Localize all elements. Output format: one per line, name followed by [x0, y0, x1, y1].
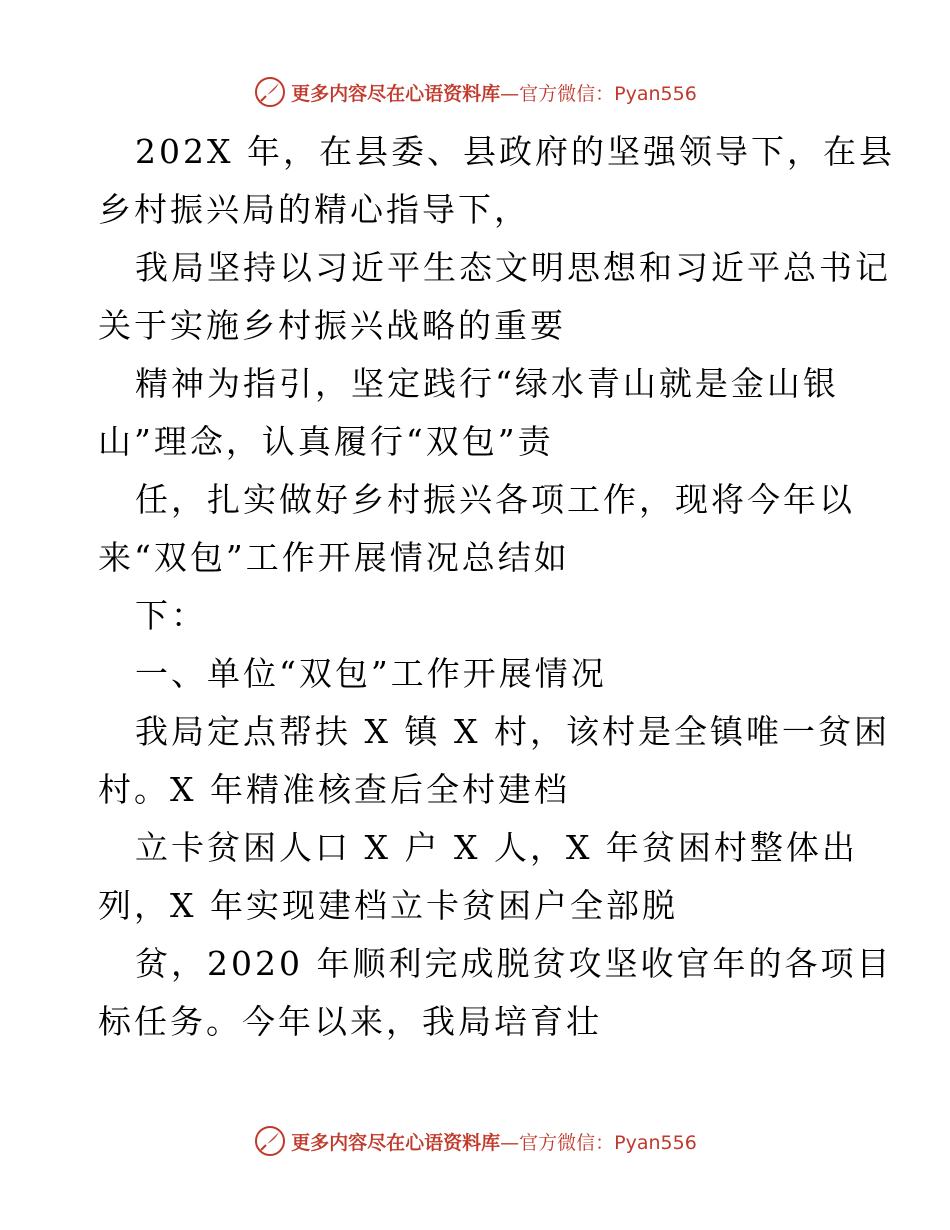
document-line: 山”理念，认真履行“双包”责 — [98, 422, 554, 461]
document-line: 贫，2020 年顺利完成脱贫攻坚收官年的各项目 — [135, 944, 893, 983]
document-line: 一、单位“双包”工作开展情况 — [135, 654, 607, 693]
watermark-text: 更多内容尽在心语资料库 — [291, 82, 501, 105]
document-line: 精神为指引，坚定践行“绿水青山就是金山银 — [135, 364, 839, 403]
feather-quill-logo-icon — [253, 1124, 287, 1158]
document-line: 我局定点帮扶 X 镇 X 村，该村是全镇唯一贫困 — [135, 712, 890, 751]
document-line: 乡村振兴局的精心指导下， — [98, 190, 530, 229]
document-line: 202X 年，在县委、县政府的坚强领导下，在县 — [135, 132, 895, 171]
document-line: 标任务。今年以来，我局培育壮 — [98, 1002, 602, 1041]
feather-quill-logo-icon — [253, 75, 287, 109]
document-line: 下： — [135, 596, 207, 635]
document-body — [98, 123, 895, 1051]
document-line: 任，扎实做好乡村振兴各项工作，现将今年以 — [135, 480, 855, 519]
document-line: 列，X 年实现建档立卡贫困户全部脱 — [98, 886, 678, 925]
footer-watermark — [0, 1121, 950, 1161]
document-line: 村。X 年精准核查后全村建档 — [98, 770, 570, 809]
document-line: 关于实施乡村振兴战略的重要 — [98, 306, 566, 345]
document-line: 我局坚持以习近平生态文明思想和习近平总书记 — [135, 248, 891, 287]
header-watermark — [0, 72, 950, 112]
watermark-contact: —官方微信：Pyan556 — [500, 1131, 697, 1154]
document-line: 来“双包”工作开展情况总结如 — [98, 538, 570, 577]
document-line: 立卡贫困人口 X 户 X 人，X 年贫困村整体出 — [135, 828, 858, 867]
watermark-contact: —官方微信：Pyan556 — [500, 82, 697, 105]
watermark-text: 更多内容尽在心语资料库 — [291, 1131, 501, 1154]
